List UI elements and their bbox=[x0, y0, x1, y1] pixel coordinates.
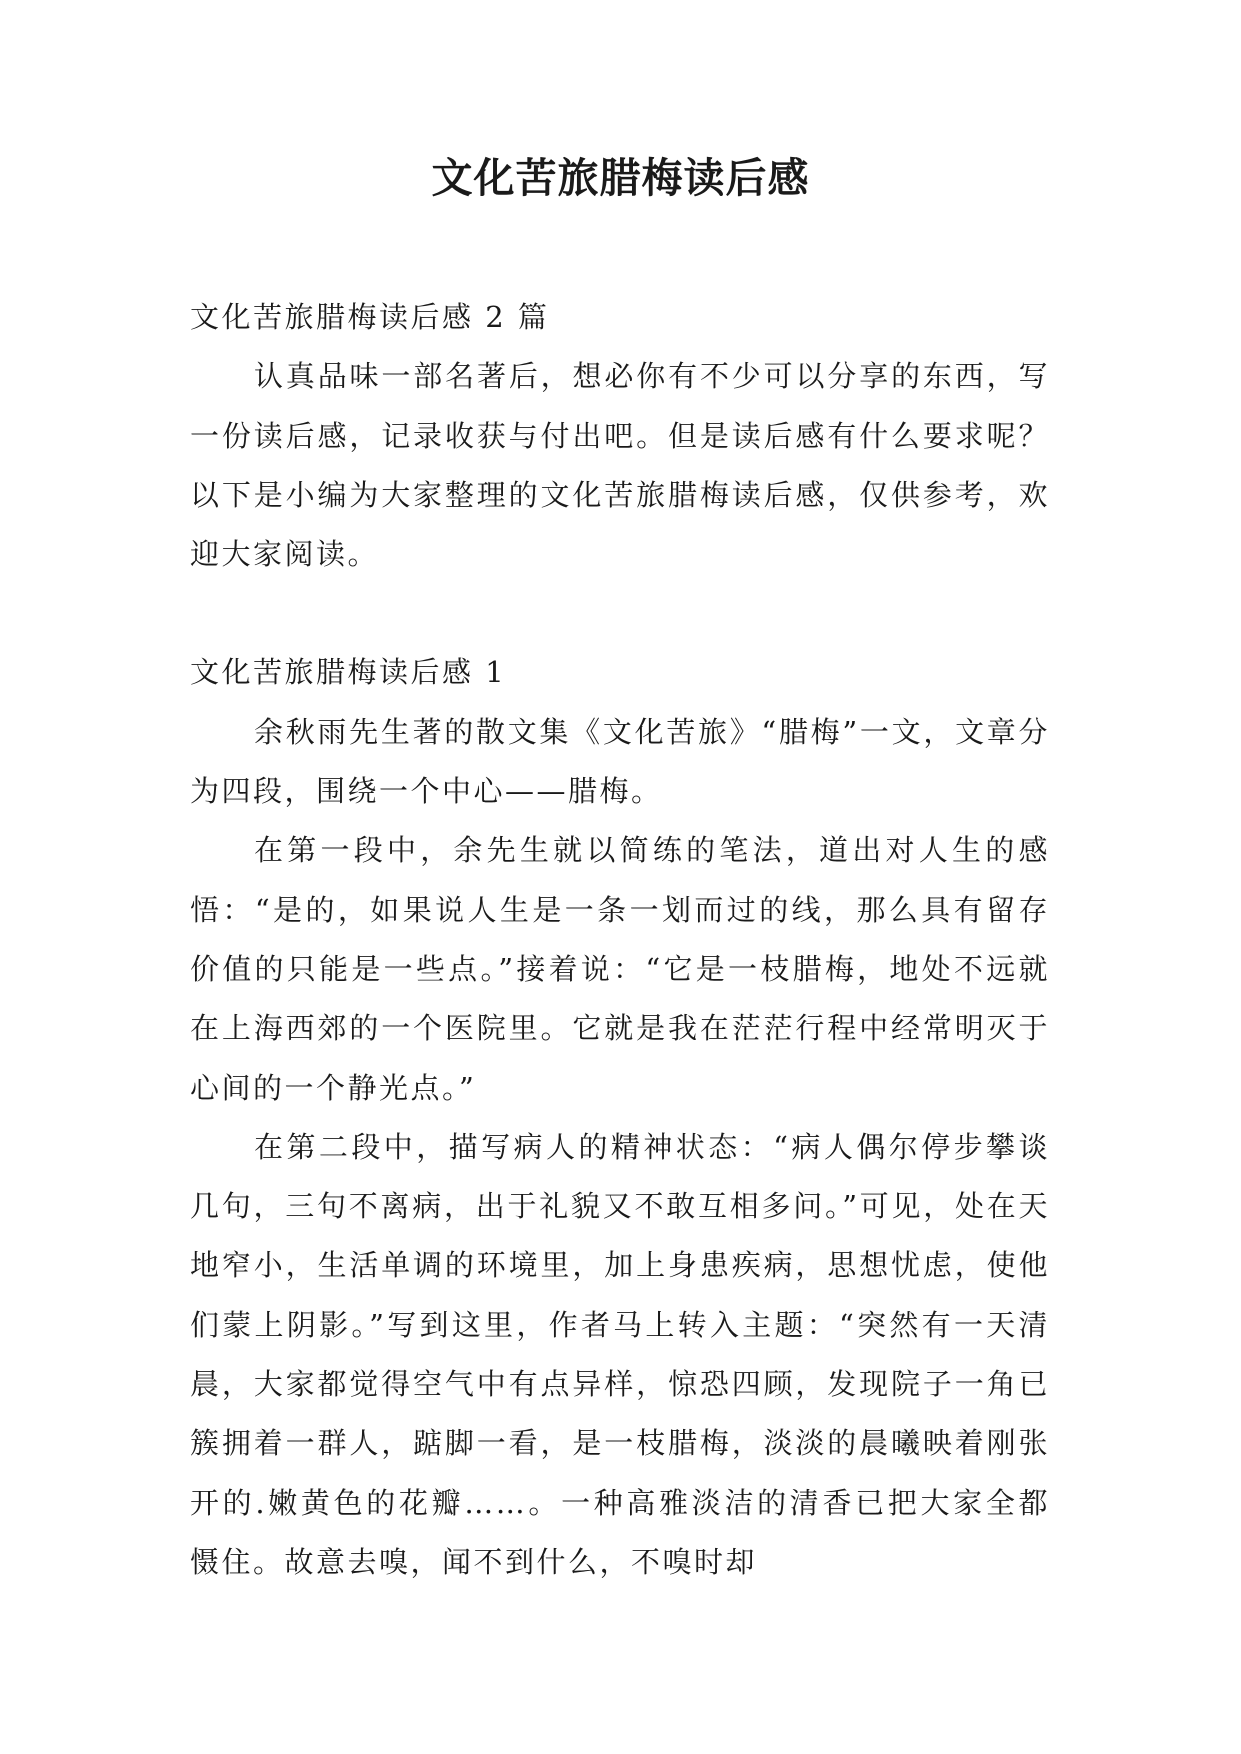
section1-paragraph: 在第二段中，描写病人的精神状态：“病人偶尔停步攀谈几句，三句不离病，出于礼貌又不敢互相多问。”可见，处在天地窄小，生活单调的环境里，加上身患疾病，思想忧虑，使他们蒙上阴影。”写到这里，作者马上转入主题：“突然有一天清晨，大家都觉得空气中有点异样，惊恐四顾，发现院子一角已簇拥着一群人，踮脚一看，是一枝腊梅，淡淡的晨曦映着刚张开的.嫩黄色的花瓣……。一种高雅淡洁的清香已把大家全都慑住。故意去嗅，闻不到什么，不嗅时却 bbox=[190, 1129, 1050, 1579]
section1-paragraph: 余秋雨先生著的散文集《文化苦旅》“腊梅”一文，文章分为四段，围绕一个中心——腊梅。 bbox=[190, 714, 1050, 809]
document-title: 文化苦旅腊梅读后感 bbox=[431, 154, 810, 202]
section-spacer bbox=[190, 584, 1050, 643]
document-body bbox=[190, 288, 1050, 1592]
intro-paragraph: 认真品味一部名著后，想必你有不少可以分享的东西，写一份读后感，记录收获与付出吧。但是读后感有什么要求呢？以下是小编为大家整理的文化苦旅腊梅读后感，仅供参考，欢迎大家阅读。 bbox=[190, 359, 1050, 572]
section1-paragraph: 在第一段中，余先生就以简练的笔法，道出对人生的感悟：“是的，如果说人生是一条一划而过的线，那么具有留存价值的只能是一些点。”接着说：“它是一枝腊梅，地处不远就在上海西郊的一个医院里。它就是我在茫茫行程中经常明灭于心间的一个静光点。” bbox=[190, 833, 1050, 1105]
section1-heading: 文化苦旅腊梅读后感 1 bbox=[190, 655, 507, 690]
intro-heading: 文化苦旅腊梅读后感 2 篇 bbox=[190, 300, 550, 334]
